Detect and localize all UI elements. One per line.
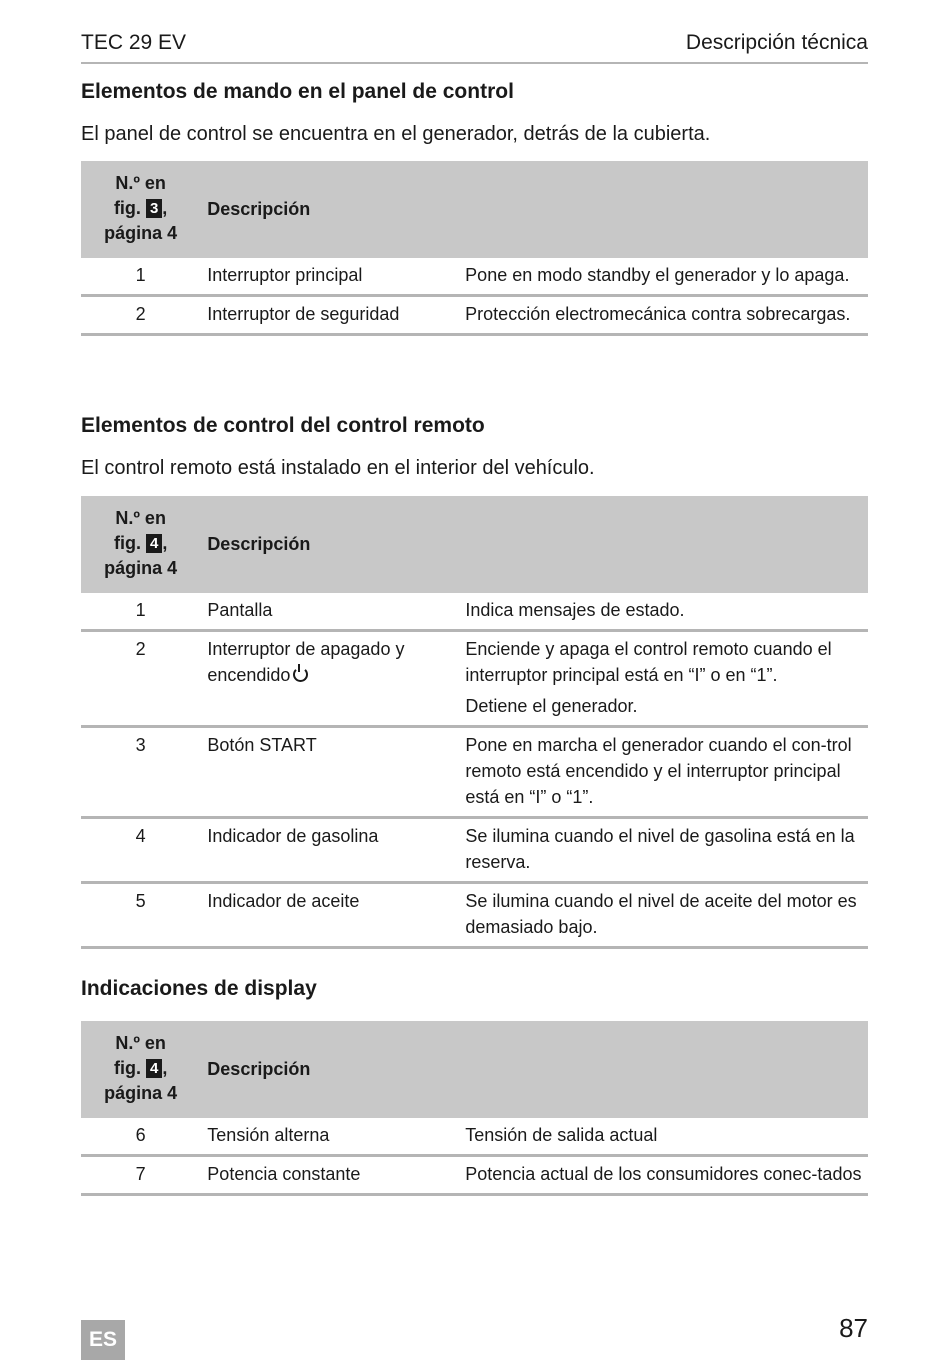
section-intro-panel: El panel de control se encuentra en el generador, detrás de la cubierta. bbox=[81, 123, 711, 145]
row-description: Pone en marcha el generador cuando el con-trol remoto está encendido y el interruptor principal está en “I” o “1”. bbox=[465, 727, 868, 818]
table-row bbox=[81, 593, 868, 631]
section-title: Descripción técnica bbox=[685, 31, 868, 54]
row-element: Interruptor principal bbox=[200, 258, 465, 296]
row-element: Interruptor de seguridad bbox=[200, 296, 465, 335]
row-description: Enciende y apaga el control remoto cuando el interruptor principal está en “I” o en “1”. Detiene el generador. bbox=[465, 631, 868, 727]
row-description: Se ilumina cuando el nivel de aceite del motor es demasiado bajo. bbox=[465, 883, 868, 948]
table-remote-controls bbox=[81, 496, 868, 949]
section-heading-display: Indicaciones de display bbox=[81, 977, 317, 1000]
column-header-description: Descripción bbox=[200, 496, 868, 593]
table-display-indications bbox=[81, 1021, 868, 1196]
language-tab: ES bbox=[81, 1320, 125, 1360]
row-number: 2 bbox=[81, 296, 200, 335]
table-row bbox=[81, 631, 868, 727]
column-header-description: Descripción bbox=[200, 1021, 868, 1118]
column-header-number: N.º en fig. 4 , página 4 bbox=[81, 1021, 200, 1118]
row-element: Botón START bbox=[200, 727, 465, 818]
row-number: 4 bbox=[81, 818, 200, 883]
table-header-row bbox=[81, 161, 868, 258]
row-element: Interruptor de apagado y encendido bbox=[200, 631, 465, 727]
section-heading-remote: Elementos de control del control remoto bbox=[81, 414, 485, 437]
row-number: 7 bbox=[81, 1156, 200, 1195]
row-description: Potencia actual de los consumidores conec-tados bbox=[465, 1156, 868, 1195]
table-row bbox=[81, 727, 868, 818]
table-row bbox=[81, 1156, 868, 1195]
table-panel-controls bbox=[81, 161, 868, 336]
row-number: 1 bbox=[81, 593, 200, 631]
row-number: 3 bbox=[81, 727, 200, 818]
row-description: Se ilumina cuando el nivel de gasolina está en la reserva. bbox=[465, 818, 868, 883]
figure-number-badge: 4 bbox=[146, 1059, 162, 1078]
section-intro-remote: El control remoto está instalado en el interior del vehículo. bbox=[81, 457, 595, 479]
page-header bbox=[81, 30, 868, 64]
row-element: Indicador de aceite bbox=[200, 883, 465, 948]
row-element: Potencia constante bbox=[200, 1156, 465, 1195]
table-row bbox=[81, 883, 868, 948]
table-header-row bbox=[81, 496, 868, 593]
row-number: 1 bbox=[81, 258, 200, 296]
column-header-number: N.º en fig. 3 , página 4 bbox=[81, 161, 200, 258]
row-element: Pantalla bbox=[200, 593, 465, 631]
document-title: TEC 29 EV bbox=[81, 31, 187, 54]
page-number: 87 bbox=[839, 1313, 868, 1343]
table-header-row bbox=[81, 1021, 868, 1118]
row-element: Tensión alterna bbox=[200, 1118, 465, 1156]
column-header-description: Descripción bbox=[200, 161, 868, 258]
table-row bbox=[81, 296, 868, 335]
table-row bbox=[81, 1118, 868, 1156]
row-number: 2 bbox=[81, 631, 200, 727]
row-number: 6 bbox=[81, 1118, 200, 1156]
figure-number-badge: 4 bbox=[146, 534, 162, 553]
figure-number-badge: 3 bbox=[146, 199, 162, 218]
row-number: 5 bbox=[81, 883, 200, 948]
column-header-number: N.º en fig. 4 , página 4 bbox=[81, 496, 200, 593]
power-icon bbox=[293, 667, 308, 682]
row-description: Pone en modo standby el generador y lo apaga. bbox=[465, 258, 868, 296]
row-description: Indica mensajes de estado. bbox=[465, 593, 868, 631]
table-row bbox=[81, 258, 868, 296]
row-element: Indicador de gasolina bbox=[200, 818, 465, 883]
section-heading-panel: Elementos de mando en el panel de control bbox=[81, 80, 514, 103]
table-row bbox=[81, 818, 868, 883]
row-description: Protección electromecánica contra sobrecargas. bbox=[465, 296, 868, 335]
row-description: Tensión de salida actual bbox=[465, 1118, 868, 1156]
